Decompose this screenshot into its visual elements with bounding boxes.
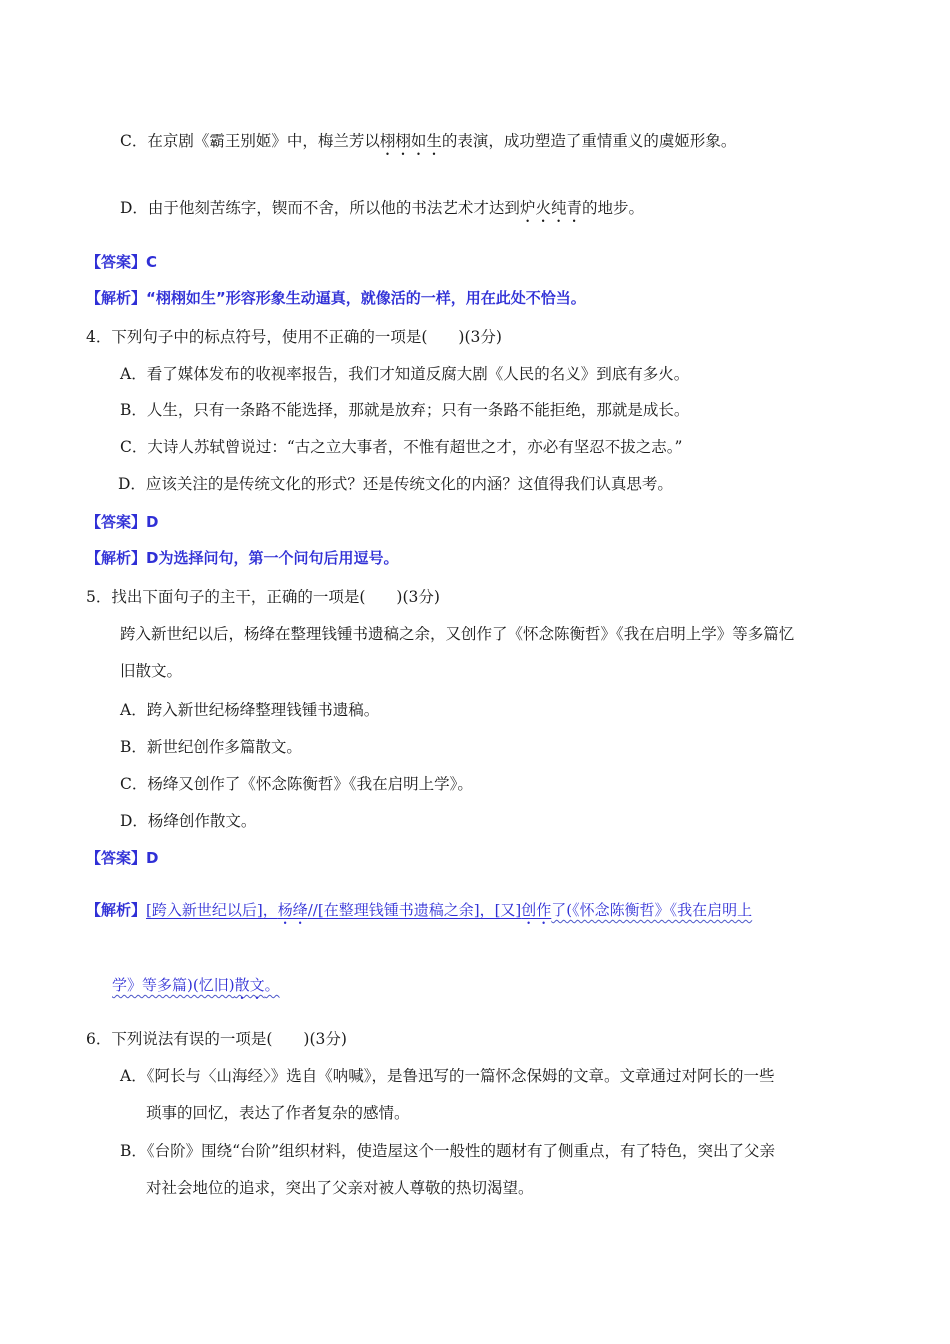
q5-analysis-object-attr-2: 学》等多篇)(忆旧): [112, 976, 235, 994]
q4-option-c: C．大诗人苏轼曾说过：“古之立大事者，不惟有超世之才，亦必有坚忍不拔之志。”: [120, 438, 683, 456]
q5-analysis-adverbial-1: [跨入新世纪以后]，: [146, 901, 278, 919]
q6-option-a-line-2: 琐事的回忆，表达了作者复杂的感情。: [146, 1104, 410, 1122]
q3-option-d-pre: D．由于他刻苦练字，锲而不舍，所以他的书法艺术才达到: [120, 199, 520, 217]
q5-analysis-predicate: 创作: [521, 901, 552, 919]
q5-answer-value: D: [146, 849, 159, 867]
q5-analysis-label: 【解析】: [86, 901, 147, 919]
q3-answer: [86, 252, 157, 272]
q4-option-a: A．看了媒体发布的收视率报告，我们才知道反腐大剧《人民的名义》到底有多火。: [120, 365, 690, 383]
q5-option-c: C．杨绛又创作了《怀念陈衡哲》《我在启明上学》。: [120, 775, 473, 793]
q4-answer: [86, 512, 158, 532]
q4-option-d: D．应该关注的是传统文化的形式？还是传统文化的内涵？这值得我们认真思考。: [118, 475, 673, 493]
q3-option-c-emphasis: 栩栩如生: [379, 132, 442, 150]
q5-option-a: A．跨入新世纪杨绛整理钱锺书遗稿。: [120, 701, 380, 719]
q4-option-b: B．人生，只有一条路不能选择，那就是放弃；只有一条路不能拒绝，那就是成长。: [120, 401, 690, 419]
q5-option-d: D．杨绛创作散文。: [120, 812, 257, 830]
q3-analysis-label: 【解析】: [86, 289, 147, 307]
q3-option-c-post: 的表演，成功塑造了重情重义的虞姬形象。: [441, 132, 737, 150]
q3-answer-value: C: [146, 253, 158, 271]
q3-option-d: [120, 198, 644, 226]
q5-sentence-line-1: 跨入新世纪以后，杨绛在整理钱锺书遗稿之余，又创作了《怀念陈衡哲》《我在启明上学》等多篇忆: [120, 625, 795, 643]
q3-option-d-post: 的地步。: [581, 199, 644, 217]
q5-stem: 5．找出下面句子的主干，正确的一项是( )(3分): [86, 588, 440, 606]
q4-analysis: [86, 548, 398, 568]
q4-stem: 4．下列句子中的标点符号，使用不正确的一项是( )(3分): [86, 328, 502, 346]
q5-analysis-object-attr-1: 了(《怀念陈衡哲》《我在启明上: [551, 901, 753, 919]
q3-option-d-emphasis: 炉火纯青: [519, 199, 582, 217]
q5-analysis-line-2: [112, 975, 280, 1003]
q6-option-b-line-2: 对社会地位的追求，突出了父亲对被人尊敬的热切渴望。: [146, 1179, 534, 1197]
q5-analysis-object: 散文: [234, 976, 265, 994]
q6-stem: 6．下列说法有误的一项是( )(3分): [86, 1030, 347, 1048]
q3-analysis: [86, 288, 586, 308]
q6-option-b-line-1: B．《台阶》围绕“台阶”组织材料，使造屋这个一般性的题材有了侧重点，有了特色，突出了父亲: [120, 1142, 775, 1160]
q5-analysis-adverbial-2: //[在整理钱锺书遗稿之余]，[又]: [307, 901, 522, 919]
q3-option-c-pre: C．在京剧《霸王别姬》中，梅兰芳以: [120, 132, 380, 150]
q5-answer-label: 【答案】: [86, 849, 147, 867]
q6-option-a-line-1: A．《阿长与〈山海经〉》选自《呐喊》，是鲁迅写的一篇怀念保姆的文章。文章通过对阿长的一些: [120, 1067, 775, 1085]
q3-answer-label: 【答案】: [86, 253, 147, 271]
q4-analysis-text: D为选择问句，第一个问句后用逗号。: [146, 549, 399, 567]
q5-sentence-line-2: 旧散文。: [120, 662, 183, 680]
q4-answer-label: 【答案】: [86, 513, 147, 531]
q5-analysis-line-1: [86, 900, 752, 928]
q5-analysis-subject: 杨绛: [277, 901, 308, 919]
q4-analysis-label: 【解析】: [86, 549, 147, 567]
q5-answer: [86, 848, 158, 868]
q3-option-c: [120, 131, 736, 159]
q4-answer-value: D: [146, 513, 159, 531]
q5-option-b: B．新世纪创作多篇散文。: [120, 738, 302, 756]
q5-analysis-end: 。: [264, 976, 280, 994]
q3-analysis-text: “栩栩如生”形容形象生动逼真，就像活的一样，用在此处不恰当。: [146, 289, 586, 307]
